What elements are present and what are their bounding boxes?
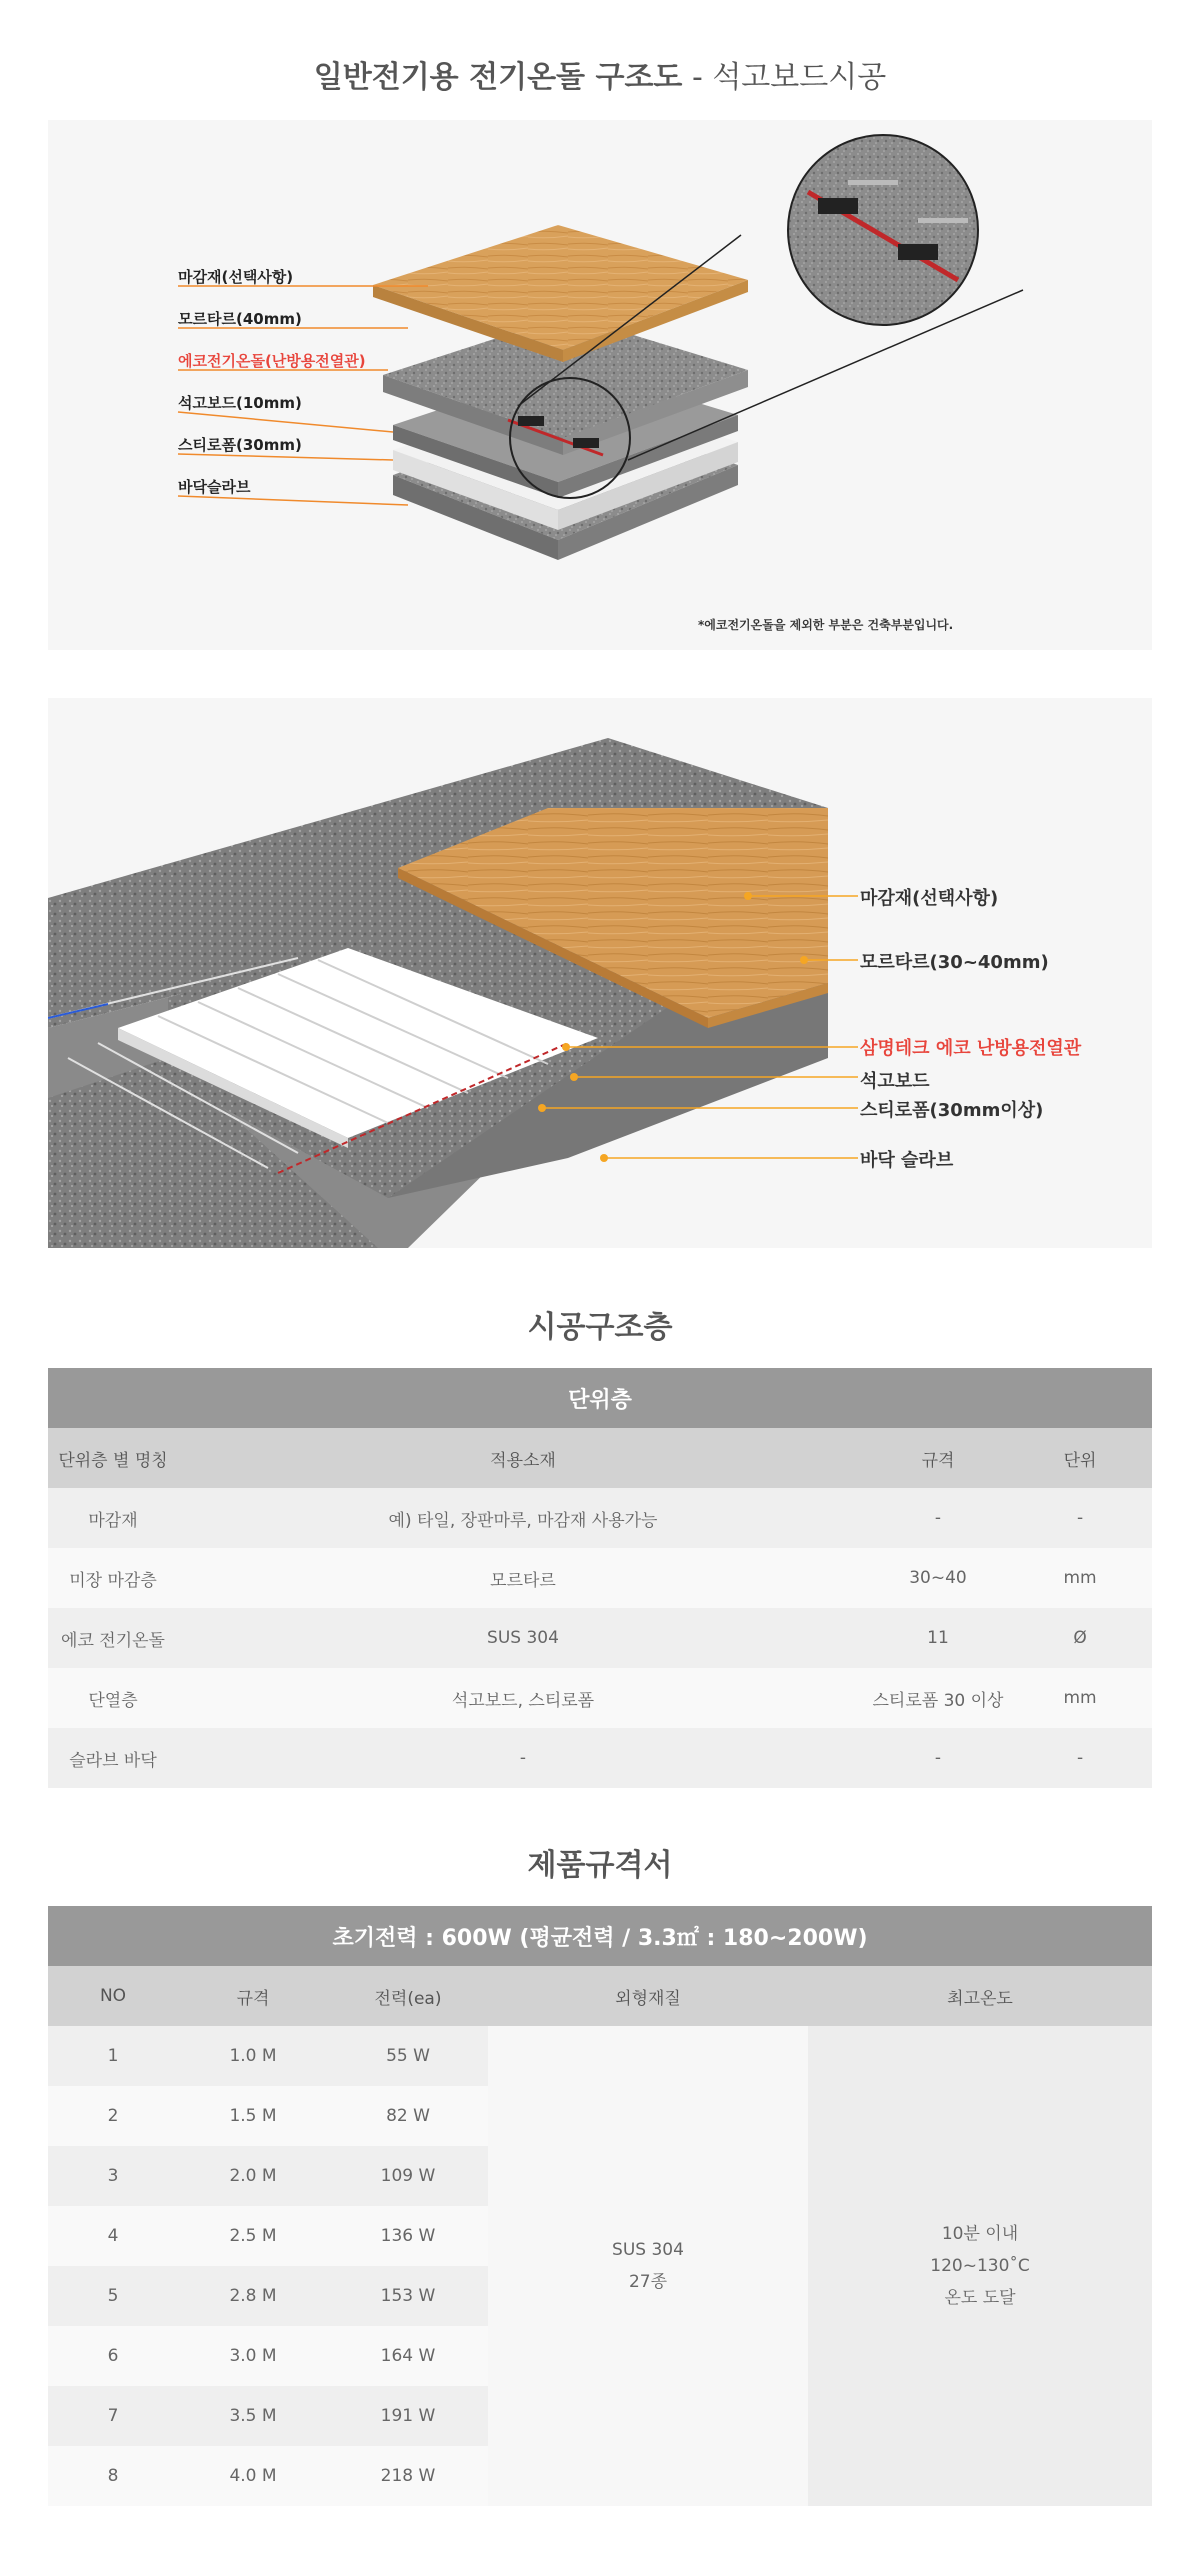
table-cell: 55 W (328, 2026, 488, 2086)
table-cell: SUS 304 (178, 1608, 868, 1668)
table-cell: 4.0 M (178, 2446, 328, 2506)
diagram1-label-mortar: 모르타르(40mm) (178, 310, 302, 328)
table1-header-material: 적용소재 (178, 1428, 868, 1488)
table2-header-size: 규격 (178, 1966, 328, 2026)
table-row (48, 1668, 1152, 1728)
table-cell: 11 (868, 1608, 1008, 1668)
table2-caption: 초기전력 : 600W (평균전력 / 3.3㎡ : 180~200W) (48, 1906, 1152, 1966)
exploded-layer-diagram (48, 120, 1152, 650)
material-line: 27종 (628, 2272, 668, 2292)
table-cell: 모르타르 (178, 1548, 868, 1608)
table-cell: Ø (1008, 1608, 1152, 1668)
diagram2-label-mortar: 모르타르(30~40mm) (860, 952, 1049, 973)
table-cell: 3 (48, 2146, 178, 2206)
diagram1-label-slab: 바닥슬라브 (178, 478, 251, 496)
table-cell: 마감재 (48, 1488, 178, 1548)
table2-header-no: NO (48, 1966, 178, 2026)
table-cell: 1.0 M (178, 2026, 328, 2086)
section1-title: 시공구조층 (527, 1310, 673, 1345)
diagram1-label-styrofoam: 스티로폼(30mm) (178, 436, 302, 454)
table-cell: 7 (48, 2386, 178, 2446)
table-cell: 191 W (328, 2386, 488, 2446)
table-cell: mm (1008, 1548, 1152, 1608)
table-cell: 136 W (328, 2206, 488, 2266)
diagram1-label-gypsum: 석고보드(10mm) (178, 394, 302, 412)
table1-header-name: 단위층 별 명칭 (48, 1428, 178, 1488)
table-cell: 1 (48, 2026, 178, 2086)
table-cell: 4 (48, 2206, 178, 2266)
table-row (48, 2026, 1152, 2086)
table-cell: 스티로폼 30 이상 (868, 1668, 1008, 1728)
diagram2-label-slab: 바닥 슬라브 (860, 1150, 954, 1171)
table-cell: 미장 마감층 (48, 1548, 178, 1608)
table-cell: 8 (48, 2446, 178, 2506)
table-cell: - (178, 1728, 868, 1788)
max-temp-cell (808, 2026, 1152, 2506)
section2-title: 제품규격서 (527, 1848, 673, 1883)
table-cell: 2.5 M (178, 2206, 328, 2266)
table-cell: - (1008, 1488, 1152, 1548)
table-cell: 3.0 M (178, 2326, 328, 2386)
table-row (48, 1548, 1152, 1608)
table-cell: mm (1008, 1668, 1152, 1728)
table-cell: 2 (48, 2086, 178, 2146)
page-title-main: 일반전기용 전기온돌 구조도 (313, 60, 683, 95)
diagram1-note: *에코전기온돌을 제외한 부분은 건축부분입니다. (698, 618, 954, 632)
table-cell: 슬라브 바닥 (48, 1728, 178, 1788)
table-cell: 2.8 M (178, 2266, 328, 2326)
table-cell: 6 (48, 2326, 178, 2386)
max-temp-line: 온도 도달 (944, 2288, 1016, 2308)
table-cell: 에코 전기온돌 (48, 1608, 178, 1668)
table-cell: 164 W (328, 2326, 488, 2386)
table-cell: 석고보드, 스티로폼 (178, 1668, 868, 1728)
table-cell: 단열층 (48, 1668, 178, 1728)
material-line: SUS 304 (612, 2240, 684, 2260)
table-cell: 218 W (328, 2446, 488, 2506)
table1-caption: 단위층 (48, 1368, 1152, 1428)
diagram1-label-heating: 에코전기온돌(난방용전열관) (178, 352, 366, 370)
table-cell: 82 W (328, 2086, 488, 2146)
table-cell: - (1008, 1728, 1152, 1788)
table2-header-material: 외형재질 (488, 1966, 808, 2026)
page-title-separator: - (682, 60, 713, 95)
exploded-layer-illustration (48, 120, 1152, 650)
table-cell: 30~40 (868, 1548, 1008, 1608)
diagram1-label-finish: 마감재(선택사항) (178, 268, 294, 286)
table-cell: - (868, 1728, 1008, 1788)
diagram2-label-finish: 마감재(선택사항) (860, 888, 999, 909)
diagram2-label-heating-pipe: 삼명테크 에코 난방용전열관 (860, 1038, 1082, 1059)
table-row (48, 1728, 1152, 1788)
table-cell: 109 W (328, 2146, 488, 2206)
table1-header-spec: 규격 (868, 1428, 1008, 1488)
table-cell: 예) 타일, 장판마루, 마감재 사용가능 (178, 1488, 868, 1548)
table-cell: 5 (48, 2266, 178, 2326)
table-cell: - (868, 1488, 1008, 1548)
table-cell: 2.0 M (178, 2146, 328, 2206)
table-cell: 153 W (328, 2266, 488, 2326)
page-title (0, 52, 1200, 96)
max-temp-line: 10분 이내 (941, 2224, 1019, 2244)
page-title-sub: 석고보드시공 (712, 60, 887, 95)
product-spec-table (48, 1906, 1152, 2506)
table2-header-power: 전력(ea) (328, 1966, 488, 2026)
cutaway-diagram (48, 698, 1152, 1248)
construction-layer-table (48, 1368, 1152, 1788)
table-row (48, 1608, 1152, 1668)
material-cell (488, 2026, 808, 2506)
table-cell: 3.5 M (178, 2386, 328, 2446)
table1-header-unit: 단위 (1008, 1428, 1152, 1488)
max-temp-line: 120~130˚C (930, 2256, 1030, 2276)
diagram2-label-styrofoam: 스티로폼(30mm이상) (860, 1100, 1044, 1121)
table2-header-max-temp: 최고온도 (808, 1966, 1152, 2026)
table-cell: 1.5 M (178, 2086, 328, 2146)
table-row (48, 1488, 1152, 1548)
diagram2-label-gypsum: 석고보드 (860, 1071, 930, 1092)
